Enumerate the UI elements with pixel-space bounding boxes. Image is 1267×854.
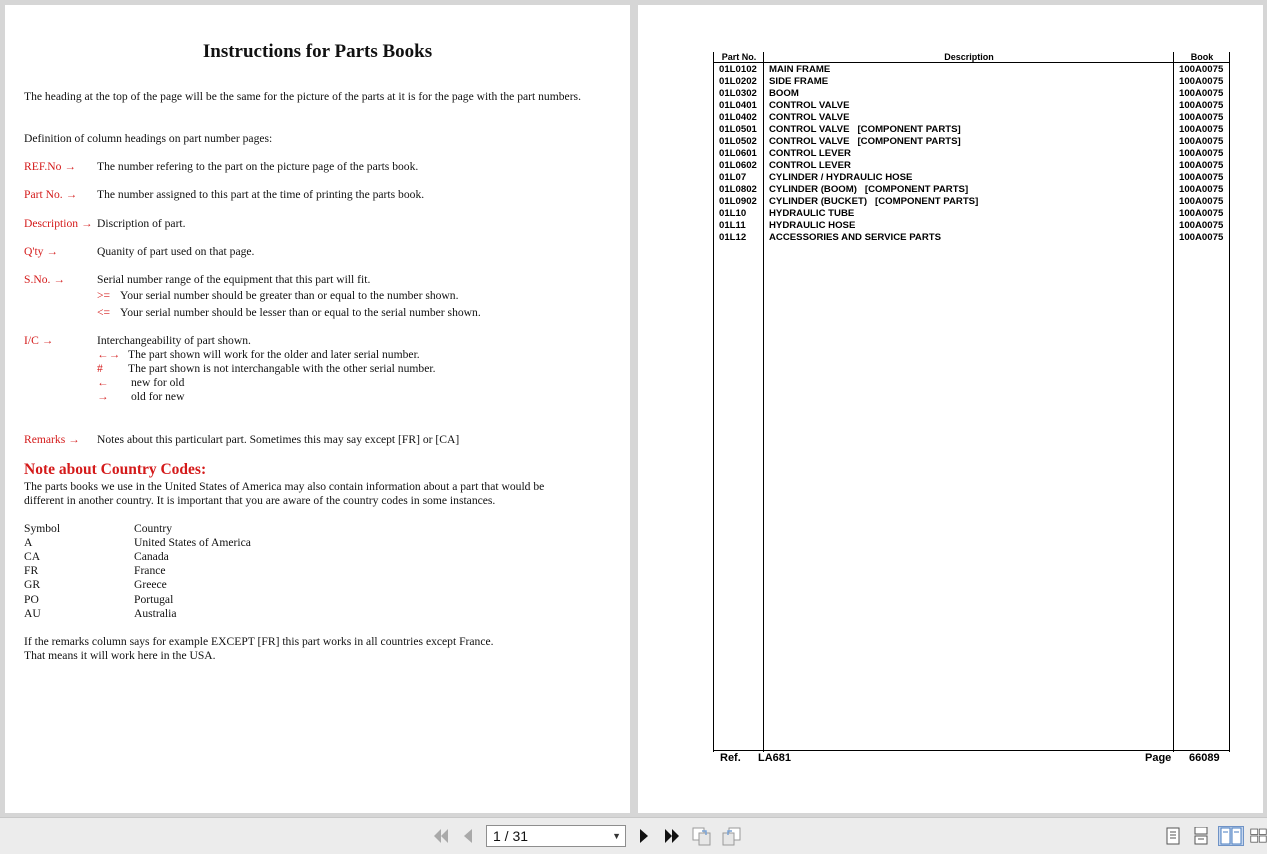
country-symbol: GR	[24, 578, 41, 591]
part-no-cell: 01L0602	[719, 160, 757, 171]
description-cell: CONTROL VALVE [COMPONENT PARTS]	[769, 136, 961, 147]
book-cell: 100A0075	[1179, 100, 1224, 111]
description-cell: CONTROL VALVE [COMPONENT PARTS]	[769, 124, 961, 135]
next-page-icon	[638, 828, 650, 844]
last-page-button[interactable]	[660, 826, 684, 846]
description-cell: CONTROL VALVE	[769, 100, 850, 111]
part-no-cell: 01L0402	[719, 112, 757, 123]
go-forward-button[interactable]	[720, 826, 744, 846]
def-label-sno: S.No. →	[24, 273, 65, 286]
sno-text-gte: Your serial number should be greater than or equal to the number shown.	[120, 289, 459, 302]
def-label-remarks: Remarks →	[24, 433, 80, 446]
page-indicator: 1 / 31	[493, 828, 529, 844]
def-label-description: Description →	[24, 217, 93, 230]
book-cell: 100A0075	[1179, 148, 1224, 159]
go-back-button[interactable]	[690, 826, 714, 846]
table-row	[714, 100, 1230, 112]
country-symbol: A	[24, 536, 33, 549]
ic-symbol-right: →	[97, 390, 109, 403]
description-cell: HYDRAULIC TUBE	[769, 208, 855, 219]
two-page-continuous-view-icon	[1250, 827, 1267, 845]
two-page-view-button[interactable]	[1218, 826, 1244, 846]
def-label-ic: I/C →	[24, 334, 54, 347]
table-row	[714, 88, 1230, 100]
sno-text-lte: Your serial number should be lesser than or equal to the serial number shown.	[120, 306, 481, 319]
header-book: Book	[1190, 52, 1214, 62]
left-page	[5, 5, 630, 813]
country-header-country: Country	[134, 522, 173, 535]
country-name: France	[134, 564, 166, 577]
book-cell: 100A0075	[1179, 88, 1224, 99]
go-back-icon	[691, 826, 713, 846]
table-row	[714, 208, 1230, 220]
ic-symbol-left: ←	[97, 376, 109, 389]
country-symbol: PO	[24, 593, 39, 606]
part-no-cell: 01L0202	[719, 76, 757, 87]
country-name: Greece	[134, 578, 167, 591]
two-page-continuous-view-button[interactable]	[1250, 826, 1267, 846]
country-header-symbol: Symbol	[24, 522, 61, 535]
book-cell: 100A0075	[1179, 184, 1224, 195]
closing-line-1: If the remarks column says for example EXCEPT [FR] this part works in all countries except France.	[24, 635, 494, 648]
book-cell: 100A0075	[1179, 172, 1224, 183]
footer-ref-value: LA681	[758, 752, 792, 764]
ic-text-both: The part shown will work for the older and later serial number.	[128, 348, 420, 361]
go-forward-icon	[721, 826, 743, 846]
description-cell: CONTROL LEVER	[769, 160, 851, 171]
header-description: Description	[944, 52, 994, 62]
def-text-ic: Interchangeability of part shown.	[97, 334, 251, 347]
next-page-button[interactable]	[634, 826, 654, 846]
intro-text: The heading at the top of the page will be the same for the picture of the parts at it is for the page with the part numbers.	[24, 90, 581, 103]
country-codes-note: The parts books we use in the United States of America may also contain information about a part that would be different in another country. It is important that you are aware of the country codes in some instances.	[24, 480, 545, 507]
part-no-cell: 01L0502	[719, 136, 757, 147]
description-cell: ACCESSORIES AND SERVICE PARTS	[769, 232, 942, 243]
part-no-cell: 01L0401	[719, 100, 757, 111]
parts-rows	[714, 64, 1230, 244]
country-symbol: AU	[24, 607, 41, 620]
table-row	[714, 232, 1230, 244]
page-title: Instructions for Parts Books	[202, 41, 433, 62]
book-cell: 100A0075	[1179, 160, 1224, 171]
last-page-icon	[663, 828, 681, 844]
table-row	[714, 148, 1230, 160]
table-row	[714, 160, 1230, 172]
table-row	[714, 220, 1230, 232]
country-name: Canada	[134, 550, 169, 563]
book-cell: 100A0075	[1179, 112, 1224, 123]
book-cell: 100A0075	[1179, 208, 1224, 219]
part-no-cell: 01L0302	[719, 88, 757, 99]
page-number-select[interactable]	[486, 825, 626, 847]
viewer-toolbar	[0, 817, 1267, 854]
description-cell: CONTROL VALVE	[769, 112, 850, 123]
part-no-cell: 01L0601	[719, 148, 757, 159]
table-row	[714, 76, 1230, 88]
description-cell: CYLINDER / HYDRAULIC HOSE	[769, 172, 913, 183]
sno-symbol-gte: >=	[97, 289, 111, 302]
part-no-cell: 01L0102	[719, 64, 757, 75]
def-label-part-no: Part No. →	[24, 188, 78, 201]
part-no-cell: 01L07	[719, 172, 747, 183]
ic-text-hash: The part shown is not interchangable with the other serial number.	[128, 362, 436, 375]
part-no-cell: 01L0902	[719, 196, 757, 207]
ic-symbol-both: ←→	[97, 348, 121, 361]
country-name: United States of America	[134, 536, 251, 549]
book-cell: 100A0075	[1179, 64, 1224, 75]
single-page-view-button[interactable]	[1162, 826, 1184, 846]
header-part-no: Part No.	[721, 52, 757, 62]
part-no-cell: 01L11	[719, 220, 746, 231]
sno-symbol-lte: <=	[97, 306, 111, 319]
table-row	[714, 172, 1230, 184]
def-text-remarks: Notes about this particulart part. Sometimes this may say except [FR] or [CA]	[97, 433, 460, 446]
book-cell: 100A0075	[1179, 136, 1224, 147]
description-cell: HYDRAULIC HOSE	[769, 220, 856, 231]
closing-line-2: That means it will work here in the USA.	[24, 649, 216, 662]
first-page-button[interactable]	[430, 826, 452, 846]
def-text-description: Discription of part.	[97, 217, 186, 230]
footer-page-value: 66089	[1189, 752, 1220, 764]
continuous-view-icon	[1193, 827, 1209, 845]
description-cell: MAIN FRAME	[769, 64, 831, 75]
table-row	[714, 64, 1230, 76]
table-row	[714, 124, 1230, 136]
country-name: Australia	[134, 607, 177, 620]
table-row	[714, 196, 1230, 208]
previous-page-button[interactable]	[458, 826, 478, 846]
ic-text-right: old for new	[131, 390, 185, 403]
first-page-icon	[432, 828, 450, 844]
table-row	[714, 136, 1230, 148]
chevron-down-icon: ▼	[612, 831, 621, 841]
description-cell: BOOM	[769, 88, 799, 99]
country-symbol: CA	[24, 550, 41, 563]
definitions-heading: Definition of column headings on part number pages:	[24, 132, 273, 145]
part-no-cell: 01L0802	[719, 184, 757, 195]
footer-page-label: Page	[1145, 752, 1172, 764]
book-cell: 100A0075	[1179, 232, 1224, 243]
book-cell: 100A0075	[1179, 124, 1224, 135]
single-page-view-icon	[1165, 827, 1181, 845]
previous-page-icon	[462, 828, 474, 844]
description-cell: CYLINDER (BOOM) [COMPONENT PARTS]	[769, 184, 969, 195]
ic-text-left: new for old	[131, 376, 185, 389]
book-cell: 100A0075	[1179, 196, 1224, 207]
ic-symbol-hash: #	[97, 362, 103, 375]
def-label-ref-no: REF.No →	[24, 160, 76, 173]
def-text-qty: Quanity of part used on that page.	[97, 245, 255, 258]
description-cell: CYLINDER (BUCKET) [COMPONENT PARTS]	[769, 196, 979, 207]
part-no-cell: 01L12	[719, 232, 747, 243]
country-name: Portugal	[134, 593, 174, 606]
book-cell: 100A0075	[1179, 76, 1224, 87]
def-text-ref-no: The number refering to the part on the picture page of the parts book.	[97, 160, 419, 173]
table-row	[714, 184, 1230, 196]
footer-ref-label: Ref.	[720, 752, 741, 764]
country-codes-heading: Note about Country Codes:	[24, 461, 207, 478]
description-cell: CONTROL LEVER	[769, 148, 851, 159]
continuous-view-button[interactable]	[1190, 826, 1212, 846]
def-label-qty: Q'ty →	[24, 245, 58, 258]
part-no-cell: 01L0501	[719, 124, 757, 135]
book-cell: 100A0075	[1179, 220, 1224, 231]
description-cell: SIDE FRAME	[769, 76, 829, 87]
two-page-view-icon	[1220, 827, 1242, 845]
table-row	[714, 112, 1230, 124]
part-no-cell: 01L10	[719, 208, 747, 219]
country-symbol: FR	[24, 564, 39, 577]
def-text-part-no: The number assigned to this part at the time of printing the parts book.	[97, 188, 425, 201]
def-text-sno: Serial number range of the equipment that this part will fit.	[97, 273, 371, 286]
